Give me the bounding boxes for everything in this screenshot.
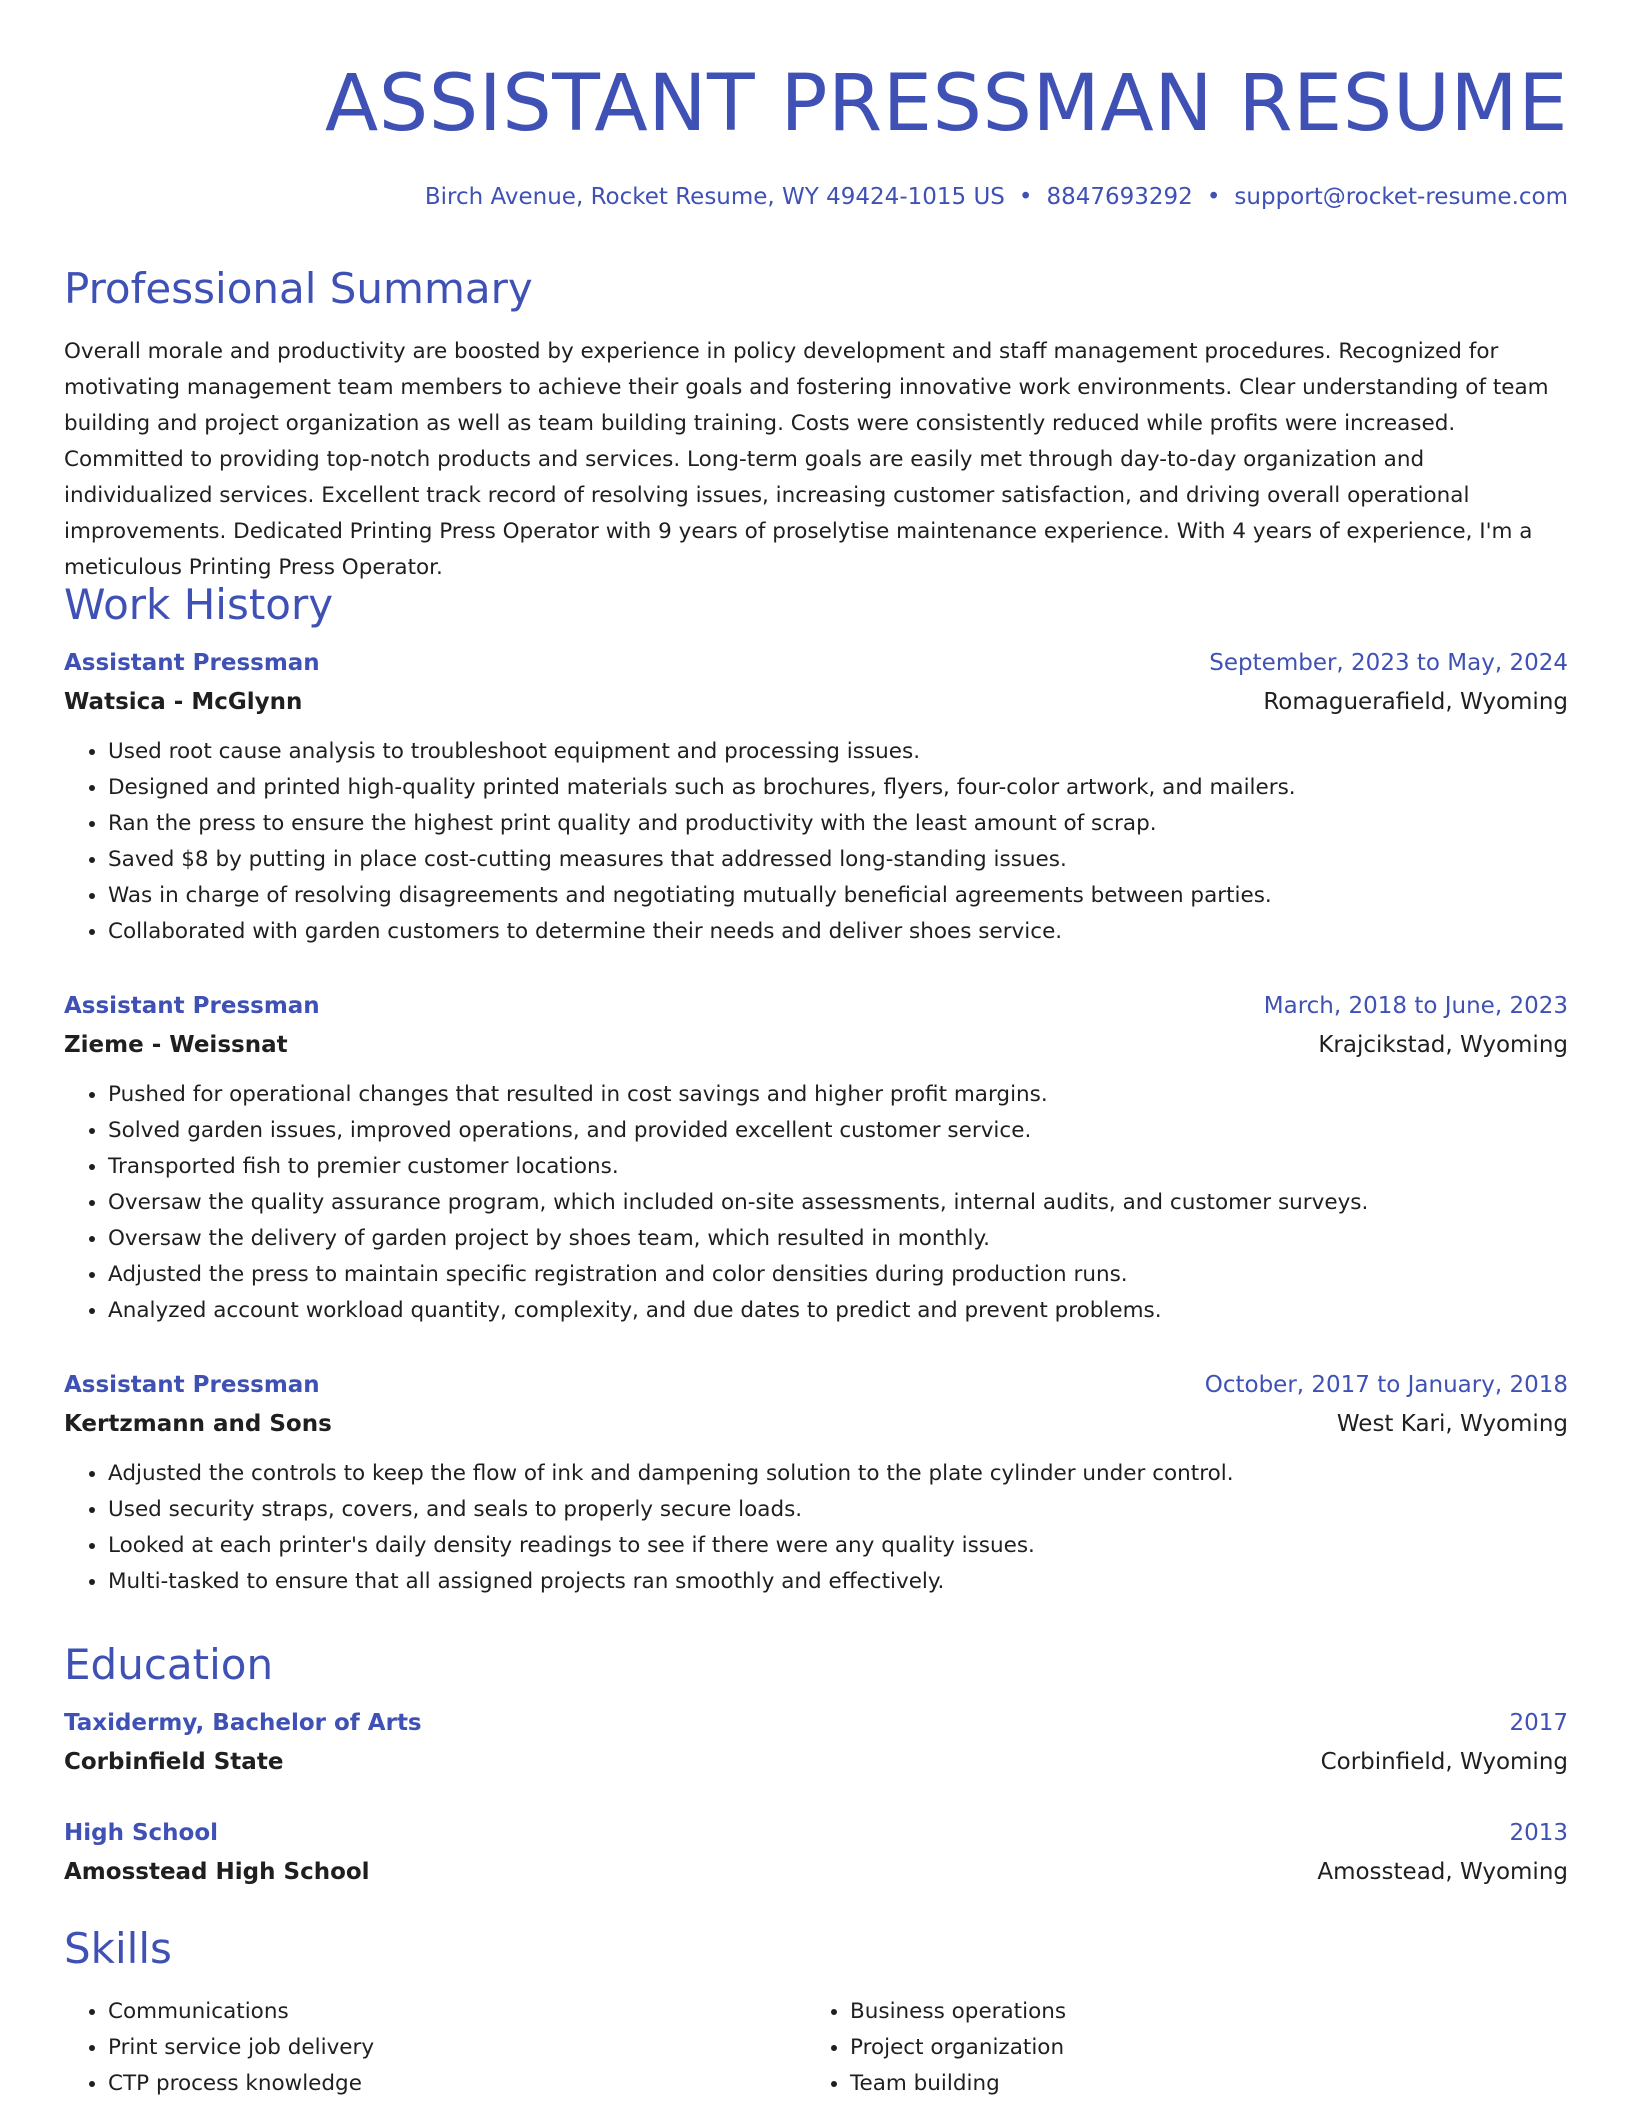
job-entry <box>64 644 1568 950</box>
section-title-work-history: Work History <box>64 580 334 629</box>
list-item: • Saved $8 by putting in place cost-cutting measures that addressed long-standing issues. <box>108 842 1568 878</box>
skill-item: • Business operations <box>850 1994 1548 2030</box>
education-school: Amosstead High School <box>64 1859 370 1885</box>
skill-item: • Project organization <box>850 2030 1548 2066</box>
section-title-skills: Skills <box>64 1924 172 1973</box>
list-item: • Used root cause analysis to troubleshoot equipment and processing issues. <box>108 734 1568 770</box>
education-year: 2013 <box>1509 1820 1568 1846</box>
list-item: • Designed and printed high-quality printed materials such as brochures, flyers, four-color artwork, and mailers. <box>108 770 1568 806</box>
section-title-education: Education <box>64 1640 274 1689</box>
job-role: Assistant Pressman <box>64 1372 320 1398</box>
skills-column-right <box>806 1994 1548 2102</box>
job-bullets <box>64 1456 1568 1600</box>
list-item: • Collaborated with garden customers to determine their needs and deliver shoes service. <box>108 914 1568 950</box>
skill-item: • Communications <box>108 1994 806 2030</box>
list-item: • Oversaw the delivery of garden project by shoes team, which resulted in monthly. <box>108 1221 1568 1257</box>
education-year: 2017 <box>1509 1710 1568 1736</box>
education-degree: High School <box>64 1820 219 1846</box>
skill-item: • Print service job delivery <box>108 2030 806 2066</box>
list-item: • Was in charge of resolving disagreements and negotiating mutually beneficial agreements between parties. <box>108 878 1568 914</box>
skill-item: • Team building <box>850 2066 1548 2102</box>
job-bullets <box>64 734 1568 950</box>
job-dates: October, 2017 to January, 2018 <box>1204 1372 1568 1398</box>
job-company: Watsica - McGlynn <box>64 689 303 715</box>
resume-title: ASSISTANT PRESSMAN RESUME <box>324 59 1568 149</box>
skills-list <box>64 1994 1568 2102</box>
list-item: • Adjusted the press to maintain specific registration and color densities during production runs. <box>108 1257 1568 1293</box>
education-location: Amosstead, Wyoming <box>1317 1859 1568 1885</box>
skills-column-left <box>64 1994 806 2102</box>
summary-text: Overall morale and productivity are boosted by experience in policy development and staff management procedures. Recognized for motivating management team members to achieve their goals and fostering innovative work environments. Clear understanding of team building and project organization as well as team building training. Costs were consistently reduced while profits were increased. Committed to providing top-notch products and services. Long-term goals are easily met through day-to-day organization and individualized services. Excellent track record of resolving issues, increasing customer satisfaction, and driving overall operational improvements. Dedicated Printing Press Operator with 9 years of proselytise maintenance experience. With 4 years of experience, I'm a meticulous Printing Press Operator. <box>64 339 1549 580</box>
skill-item: • CTP process knowledge <box>108 2066 806 2102</box>
contact-line <box>425 182 1568 212</box>
list-item: • Ran the press to ensure the highest print quality and productivity with the least amount of scrap. <box>108 806 1568 842</box>
contact-email: support@rocket-resume.com <box>1234 184 1568 210</box>
job-dates: March, 2018 to June, 2023 <box>1263 993 1568 1019</box>
list-item: • Oversaw the quality assurance program, which included on-site assessments, internal audits, and customer surveys. <box>108 1185 1568 1221</box>
contact-separator: • <box>1206 184 1221 210</box>
education-entry <box>64 1814 1568 1892</box>
list-item: • Solved garden issues, improved operations, and provided excellent customer service. <box>108 1113 1568 1149</box>
education-school: Corbinfield State <box>64 1749 284 1775</box>
job-role: Assistant Pressman <box>64 650 320 676</box>
job-entry <box>64 987 1568 1329</box>
contact-separator: • <box>1018 184 1033 210</box>
list-item: • Adjusted the controls to keep the flow of ink and dampening solution to the plate cylinder under control. <box>108 1456 1568 1492</box>
contact-phone: 8847693292 <box>1046 184 1193 210</box>
list-item: • Looked at each printer's daily density readings to see if there were any quality issues. <box>108 1528 1568 1564</box>
job-location: West Kari, Wyoming <box>1336 1411 1568 1437</box>
job-entry <box>64 1366 1568 1600</box>
education-degree: Taxidermy, Bachelor of Arts <box>64 1710 422 1736</box>
contact-address: Birch Avenue, Rocket Resume, WY 49424-1015 US <box>424 184 1005 210</box>
job-role: Assistant Pressman <box>64 993 320 1019</box>
list-item: • Transported fish to premier customer locations. <box>108 1149 1568 1185</box>
list-item: • Used security straps, covers, and seals to properly secure loads. <box>108 1492 1568 1528</box>
section-title-summary: Professional Summary <box>64 264 533 313</box>
job-dates: September, 2023 to May, 2024 <box>1209 650 1568 676</box>
job-company: Zieme - Weissnat <box>64 1032 288 1058</box>
job-location: Krajcikstad, Wyoming <box>1318 1032 1568 1058</box>
education-location: Corbinfield, Wyoming <box>1320 1749 1568 1775</box>
job-bullets <box>64 1077 1568 1329</box>
education-entry <box>64 1704 1568 1782</box>
list-item: • Multi-tasked to ensure that all assigned projects ran smoothly and effectively. <box>108 1564 1568 1600</box>
list-item: • Pushed for operational changes that resulted in cost savings and higher profit margins. <box>108 1077 1568 1113</box>
list-item: • Analyzed account workload quantity, complexity, and due dates to predict and prevent problems. <box>108 1293 1568 1329</box>
job-location: Romaguerafield, Wyoming <box>1263 689 1568 715</box>
job-company: Kertzmann and Sons <box>64 1411 332 1437</box>
